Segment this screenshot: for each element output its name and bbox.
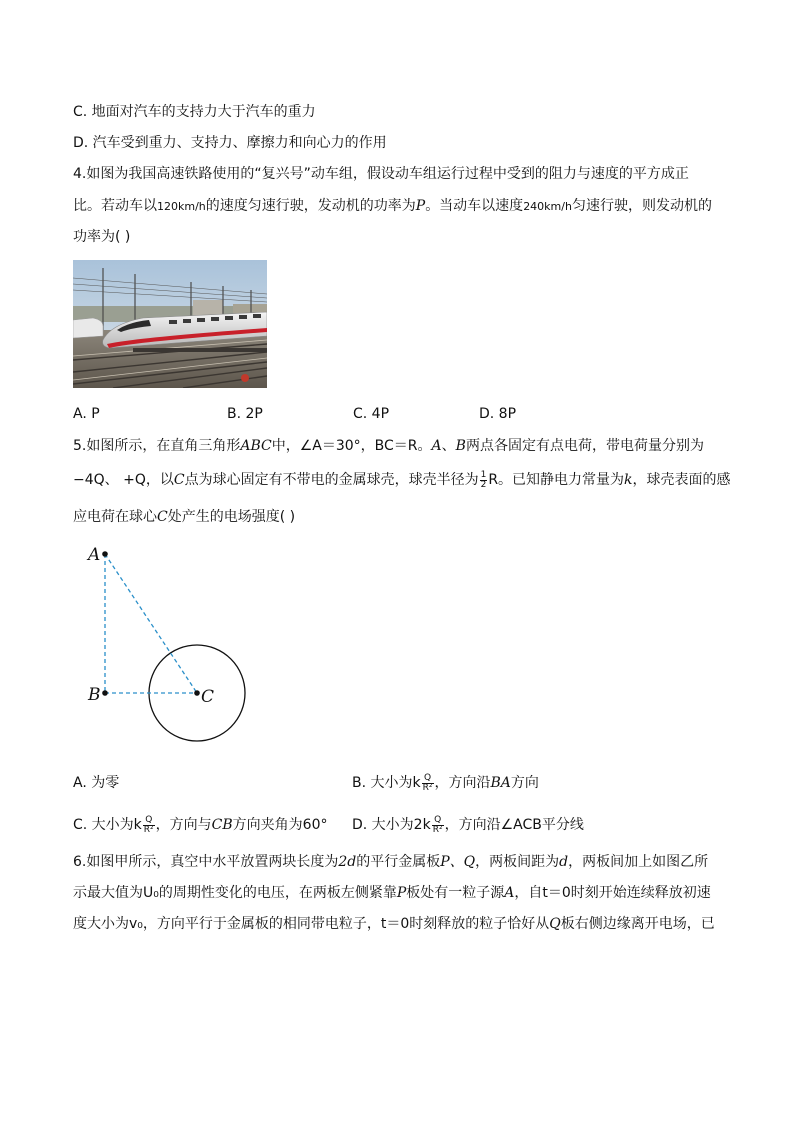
point-a-dot (102, 551, 108, 557)
q6-stem-line2 (73, 883, 711, 903)
q5-point-a: A (431, 438, 442, 454)
q5-stem-line1 (73, 436, 704, 456)
direction-cb: CB (211, 817, 233, 833)
point-c-dot (194, 690, 200, 696)
q5-stem-line2 (73, 470, 731, 490)
q3-option-c: C. 地面对汽车的支持力大于汽车的重力 (73, 104, 316, 120)
q5-option-a: A. 为零 (73, 775, 120, 791)
q6-text: 的平行金属板 (356, 854, 441, 870)
q6-text: 示最大值为U₀的周期性变化的电压，在两板左侧紧靠 (73, 885, 397, 901)
q6-plates: P、Q (440, 854, 476, 870)
q5-constant-k: k (624, 472, 633, 488)
q5-text: 应电荷在球心 (73, 509, 157, 525)
fraction-numerator: Q (143, 816, 155, 826)
q5-text: 5.如图所示，在直角三角形 (73, 438, 241, 454)
fraction-numerator: Q (432, 816, 444, 826)
q4-speed1: 120km/h (157, 200, 206, 213)
q4-text: 的速度匀速行驶，发动机的功率为 (205, 198, 416, 214)
q4-stem-line1: 4.如图为我国高速铁路使用的“复兴号”动车组，假设动车组运行过程中受到的阻力与速度的平方成正 (73, 166, 689, 182)
q6-text: 板右侧边缘离开电场，已 (560, 916, 715, 932)
direction-ba: BA (490, 775, 511, 791)
fraction-numerator: Q (422, 774, 434, 784)
label-a: A (88, 545, 101, 565)
option-text: B. 大小为k (352, 775, 421, 791)
q-over-r2-fraction (143, 816, 155, 835)
q5-half-fraction (480, 471, 488, 490)
q6-gap-d: d (559, 854, 569, 870)
fraction-numerator: 1 (480, 469, 487, 480)
q6-text: ，自t＝0时刻开始连续释放初速 (514, 885, 711, 901)
q5-text: ，球壳表面的感 (632, 472, 731, 488)
q-over-r2-fraction (432, 816, 444, 835)
q3-option-d: D. 汽车受到重力、支持力、摩擦力和向心力的作用 (73, 135, 387, 151)
option-text: ，方向沿∠ACB平分线 (444, 817, 584, 833)
q6-stem-line1 (73, 852, 708, 872)
q5-option-b (352, 773, 539, 793)
q6-plate-p: P (396, 885, 407, 901)
q5-text: 中，∠A＝30°，BC＝R。 (271, 438, 432, 454)
q5-option-c (73, 815, 328, 835)
side-ac (105, 554, 197, 693)
q6-plate-q: Q (549, 916, 561, 932)
option-text: D. 大小为2k (352, 817, 431, 833)
q4-option-d: D. 8P (479, 406, 517, 422)
fraction-denominator: R² (422, 782, 433, 793)
option-text: 方向夹角为60° (232, 817, 328, 833)
option-text: 方向 (510, 775, 539, 791)
q6-text: 板处有一粒子源 (406, 885, 505, 901)
q4-text: 。当动车以速度 (425, 198, 524, 214)
q4-stem-line2 (73, 196, 712, 217)
q6-text: ，两板间距为 (475, 854, 560, 870)
q5-text: 处产生的电场强度( ) (167, 509, 296, 525)
label-b: B (88, 685, 101, 705)
q5-text: R。已知静电力常量为 (488, 472, 625, 488)
option-text: C. 大小为k (73, 817, 142, 833)
fraction-denominator: R² (143, 824, 154, 835)
q4-stem-line3: 功率为( ) (73, 229, 131, 245)
option-text: ，方向与 (155, 817, 212, 833)
q5-option-d (352, 815, 584, 835)
train-photo (73, 260, 267, 388)
label-c: C (201, 687, 215, 707)
q6-stem-line3 (73, 914, 715, 934)
q5-point-c: C (173, 472, 185, 488)
q6-text: 度大小为v₀，方向平行于金属板的相同带电粒子，t＝0时刻释放的粒子恰好从 (73, 916, 550, 932)
q6-plate-length: 2d (338, 854, 357, 870)
q4-power-symbol: P (415, 198, 426, 214)
fraction-denominator: 2 (480, 479, 487, 490)
q4-speed2: 240km/h (523, 200, 572, 213)
fraction-denominator: R² (432, 824, 443, 835)
q5-text: 点为球心固定有不带电的金属球壳，球壳半径为 (184, 472, 479, 488)
q-over-r2-fraction (422, 774, 434, 793)
triangle-diagram (80, 540, 260, 750)
option-text: ，方向沿 (434, 775, 491, 791)
q5-triangle-name: ABC (240, 438, 272, 454)
point-b-dot (102, 690, 108, 696)
q4-option-a: A. P (73, 406, 100, 422)
q4-option-c: C. 4P (353, 406, 390, 422)
q5-text: 、 (441, 438, 456, 454)
q6-source-a: A (504, 885, 515, 901)
q6-text: 6.如图甲所示，真空中水平放置两块长度为 (73, 854, 339, 870)
q4-option-b: B. 2P (227, 406, 263, 422)
q5-text: 两点各固定有点电荷，带电荷量分别为 (465, 438, 704, 454)
q5-text: −4Q、 +Q，以 (73, 472, 174, 488)
q5-stem-line3 (73, 507, 295, 527)
q4-text: 匀速行驶，则发动机的 (571, 198, 712, 214)
q5-point-c: C (157, 509, 168, 525)
q4-text: 比。若动车以 (73, 198, 157, 214)
q6-text: ，两板间加上如图乙所 (568, 854, 709, 870)
q5-point-b: B (455, 438, 466, 454)
